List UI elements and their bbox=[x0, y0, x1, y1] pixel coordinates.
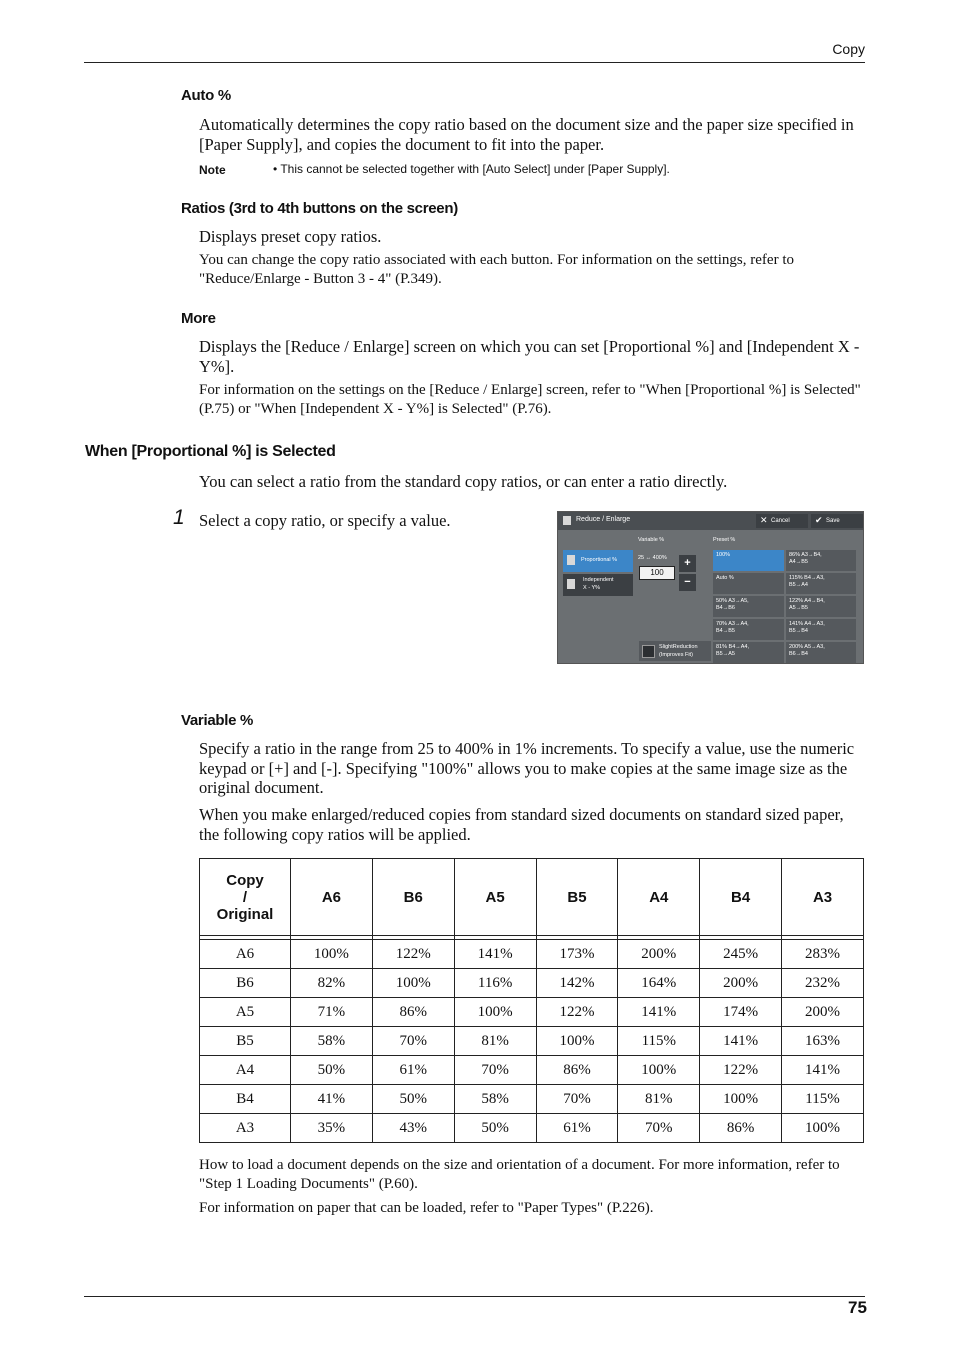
ratios-text: Displays preset copy ratios. bbox=[199, 227, 382, 246]
preset-141[interactable] bbox=[786, 619, 856, 640]
ratio-cell: 86% bbox=[700, 1114, 782, 1143]
ratio-cell: 141% bbox=[782, 1056, 864, 1085]
variable-text-1: Specify a ratio in the range from 25 to 400% in 1% increments. To specify a value, use the numeric keypad or [+] and [-]. Specifying "100%" allows you to make copies at the same image size as the original document. bbox=[199, 739, 855, 797]
preset-81-line1: 81% B4→A4, bbox=[716, 644, 750, 650]
table-row bbox=[200, 1056, 864, 1085]
ratio-cell: 50% bbox=[454, 1114, 536, 1143]
table-row bbox=[200, 1085, 864, 1114]
header-rule bbox=[84, 62, 865, 63]
ratio-value-input[interactable]: 100 bbox=[639, 566, 675, 580]
table-row bbox=[200, 969, 864, 998]
ratio-cell: 100% bbox=[291, 940, 373, 969]
independent-label-1: Independent bbox=[583, 577, 614, 583]
save-label: Save bbox=[826, 518, 840, 524]
page-number: 75 bbox=[848, 1298, 867, 1317]
footer-rule bbox=[84, 1296, 865, 1297]
slight-label-2: (Improves Fit) bbox=[659, 652, 693, 658]
running-header: Copy bbox=[832, 41, 865, 57]
section-intro: You can select a ratio from the standard copy ratios, or can enter a ratio directly. bbox=[199, 472, 728, 491]
ratio-cell: 100% bbox=[536, 1027, 618, 1056]
ratio-cell: 50% bbox=[372, 1085, 454, 1114]
ratio-cell: 70% bbox=[372, 1027, 454, 1056]
row-label: A4 bbox=[200, 1056, 291, 1085]
table-row bbox=[200, 940, 864, 969]
ratio-cell: 141% bbox=[454, 940, 536, 969]
tab-independent[interactable] bbox=[563, 574, 633, 596]
check-icon: ✔ bbox=[815, 515, 823, 525]
ratio-cell: 141% bbox=[700, 1027, 782, 1056]
ratio-cell: 43% bbox=[372, 1114, 454, 1143]
proportional-label: Proportional % bbox=[581, 557, 618, 563]
ratio-cell: 174% bbox=[700, 998, 782, 1027]
note-text: • This cannot be selected together with [Auto Select] under [Paper Supply]. bbox=[273, 162, 670, 176]
preset-label: Preset % bbox=[713, 537, 736, 543]
preset-200-line1: 200% A5→A3, bbox=[789, 644, 825, 650]
note-label: Note bbox=[199, 163, 226, 177]
ratio-cell: 70% bbox=[454, 1056, 536, 1085]
row-label: A3 bbox=[200, 1114, 291, 1143]
row-label: B6 bbox=[200, 969, 291, 998]
ratio-cell: 115% bbox=[782, 1085, 864, 1114]
preset-70[interactable] bbox=[713, 619, 784, 640]
more-text: Displays the [Reduce / Enlarge] screen on which you can set [Proportional %] and [Independent X - Y%]. bbox=[199, 337, 860, 376]
ratio-cell: 245% bbox=[700, 940, 782, 969]
preset-122[interactable] bbox=[786, 596, 856, 617]
ratio-cell: 283% bbox=[782, 940, 864, 969]
column-header: A3 bbox=[782, 859, 864, 936]
corner-line-2: / bbox=[242, 888, 248, 906]
preset-115-line1: 115% B4→A3, bbox=[789, 575, 825, 581]
preset-200-line2: B6→B4 bbox=[789, 651, 808, 657]
ratio-cell: 71% bbox=[291, 998, 373, 1027]
variable-heading: Variable % bbox=[181, 712, 254, 729]
auto-heading: Auto % bbox=[181, 87, 231, 104]
section-heading: When [Proportional %] is Selected bbox=[85, 443, 336, 460]
ratio-cell: 58% bbox=[291, 1027, 373, 1056]
reduce-enlarge-screen bbox=[557, 511, 864, 664]
variable-text-2: When you make enlarged/reduced copies from standard sized documents on standard sized paper, the following copy ratios will be applied. bbox=[199, 805, 844, 844]
cancel-label: Cancel bbox=[771, 518, 790, 524]
checkbox-box bbox=[642, 645, 655, 658]
independent-icon bbox=[567, 579, 575, 589]
preset-122-line2: A5→B5 bbox=[789, 605, 808, 611]
ratio-cell: 122% bbox=[372, 940, 454, 969]
ratio-cell: 100% bbox=[454, 998, 536, 1027]
load-note: How to load a document depends on the size and orientation of a document. For more information, refer to "Step 1 Loading Documents" (P.60). bbox=[199, 1157, 840, 1192]
ratio-cell: 122% bbox=[700, 1056, 782, 1085]
ratio-cell: 58% bbox=[454, 1085, 536, 1114]
preset-86[interactable] bbox=[786, 550, 856, 571]
row-label: A6 bbox=[200, 940, 291, 969]
ratio-cell: 115% bbox=[618, 1027, 700, 1056]
ratio-cell: 142% bbox=[536, 969, 618, 998]
ratio-cell: 164% bbox=[618, 969, 700, 998]
step-number: 1 bbox=[173, 506, 185, 529]
ratio-cell: 200% bbox=[700, 969, 782, 998]
screen-title: Reduce / Enlarge bbox=[576, 516, 631, 523]
ratio-cell: 81% bbox=[454, 1027, 536, 1056]
tab-proportional[interactable] bbox=[563, 550, 633, 572]
preset-141-line1: 141% A4→A3, bbox=[789, 621, 825, 627]
preset-141-line2: B5→B4 bbox=[789, 628, 808, 634]
close-icon: ✕ bbox=[760, 515, 768, 525]
save-button[interactable] bbox=[811, 514, 863, 528]
ratio-cell: 35% bbox=[291, 1114, 373, 1143]
ratio-cell: 232% bbox=[782, 969, 864, 998]
ratio-cell: 141% bbox=[618, 998, 700, 1027]
preset-81-line2: B5→A5 bbox=[716, 651, 735, 657]
ratio-cell: 61% bbox=[536, 1114, 618, 1143]
ratio-cell: 86% bbox=[536, 1056, 618, 1085]
ratio-cell: 61% bbox=[372, 1056, 454, 1085]
range-label: 25 ↔ 400% bbox=[638, 555, 667, 561]
minus-button[interactable]: − bbox=[679, 574, 696, 591]
row-label: A5 bbox=[200, 998, 291, 1027]
ratio-cell: 173% bbox=[536, 940, 618, 969]
preset-50[interactable] bbox=[713, 596, 784, 617]
preset-86-line1: 86% A3→B4, bbox=[789, 552, 822, 558]
ratio-cell: 100% bbox=[700, 1085, 782, 1114]
ratio-cell: 70% bbox=[536, 1085, 618, 1114]
ratio-cell: 86% bbox=[372, 998, 454, 1027]
preset-70-line2: B4→B5 bbox=[716, 628, 735, 634]
preset-auto[interactable] bbox=[713, 573, 784, 594]
preset-50-line1: 50% A3→A5, bbox=[716, 598, 749, 604]
ratio-cell: 70% bbox=[618, 1114, 700, 1143]
preset-122-line1: 122% A4→B4, bbox=[789, 598, 825, 604]
column-header: B5 bbox=[536, 859, 618, 936]
preset-70-line1: 70% A3→A4, bbox=[716, 621, 749, 627]
preset-100-label: 100% bbox=[716, 552, 731, 558]
ratio-cell: 200% bbox=[782, 998, 864, 1027]
row-label: B4 bbox=[200, 1085, 291, 1114]
variable-label: Variable % bbox=[638, 537, 665, 543]
ratio-cell: 100% bbox=[372, 969, 454, 998]
column-header: B4 bbox=[700, 859, 782, 936]
ratio-cell: 41% bbox=[291, 1085, 373, 1114]
ratio-cell: 116% bbox=[454, 969, 536, 998]
corner-line-1: Copy bbox=[226, 871, 264, 889]
ratio-cell: 50% bbox=[291, 1056, 373, 1085]
ratio-cell: 163% bbox=[782, 1027, 864, 1056]
table-corner-cell bbox=[200, 859, 291, 936]
column-header: A5 bbox=[454, 859, 536, 936]
ratio-cell: 100% bbox=[782, 1114, 864, 1143]
auto-text: Automatically determines the copy ratio based on the document size and the paper size specified in [Paper Supply], and copies the document to fit into the paper. bbox=[199, 115, 854, 154]
table-row bbox=[200, 1027, 864, 1056]
ratios-detail: You can change the copy ratio associated with each button. For information on the settings, refer to "Reduce/Enlarge - Button 3 - 4" (P.349). bbox=[199, 252, 794, 287]
preset-115[interactable] bbox=[786, 573, 856, 594]
ratio-cell: 200% bbox=[618, 940, 700, 969]
step-text: Select a copy ratio, or specify a value. bbox=[199, 511, 451, 530]
column-header: A6 bbox=[291, 859, 373, 936]
preset-200[interactable] bbox=[786, 642, 856, 663]
independent-label-2: X - Y% bbox=[583, 585, 601, 591]
table-row bbox=[200, 998, 864, 1027]
plus-button[interactable]: + bbox=[679, 555, 696, 572]
preset-115-line2: B5→A4 bbox=[789, 582, 808, 588]
ratio-cell: 100% bbox=[618, 1056, 700, 1085]
paper-note: For information on paper that can be loaded, refer to "Paper Types" (P.226). bbox=[199, 1200, 654, 1216]
table-row bbox=[200, 1114, 864, 1143]
copy-ratio-table bbox=[199, 858, 864, 1143]
ratio-cell: 81% bbox=[618, 1085, 700, 1114]
preset-auto-label: Auto % bbox=[716, 575, 734, 581]
column-header: B6 bbox=[372, 859, 454, 936]
cancel-button[interactable] bbox=[756, 514, 808, 528]
table-body bbox=[200, 936, 864, 1143]
ratios-heading: Ratios (3rd to 4th buttons on the screen) bbox=[181, 200, 458, 217]
corner-line-3: Original bbox=[216, 905, 274, 923]
proportional-icon bbox=[567, 555, 575, 565]
row-label: B5 bbox=[200, 1027, 291, 1056]
slight-label-1: SlightReduction bbox=[659, 644, 698, 650]
ratio-cell: 122% bbox=[536, 998, 618, 1027]
column-header: A4 bbox=[618, 859, 700, 936]
preset-50-line2: B4→B6 bbox=[716, 605, 735, 611]
ratio-cell: 82% bbox=[291, 969, 373, 998]
table-header-row bbox=[200, 859, 864, 936]
more-heading: More bbox=[181, 310, 216, 327]
preset-81[interactable] bbox=[713, 642, 784, 663]
more-detail: For information on the settings on the [Reduce / Enlarge] screen, refer to "When [Proportional %] is Selected" (P.75) or "When [Independent X - Y%] is Selected" (P.76). bbox=[199, 382, 861, 417]
preset-100[interactable] bbox=[713, 550, 784, 571]
reduce-enlarge-icon bbox=[563, 516, 571, 525]
slight-reduction-checkbox[interactable] bbox=[639, 641, 711, 661]
preset-86-line2: A4→B5 bbox=[789, 559, 808, 565]
